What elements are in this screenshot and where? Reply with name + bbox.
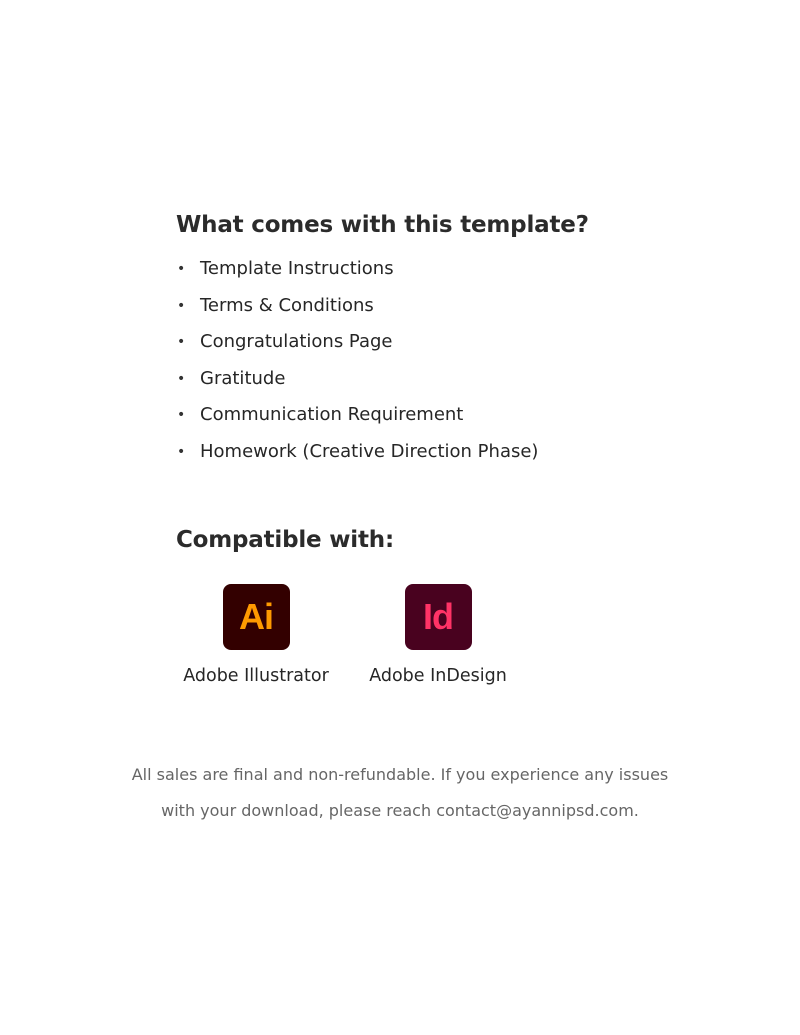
- list-item: [176, 292, 538, 329]
- list-item: [176, 365, 538, 402]
- adobe-illustrator-icon: Ai: [223, 584, 290, 650]
- app-name-indesign: Adobe InDesign: [369, 666, 507, 686]
- list-item: [176, 401, 538, 438]
- app-indesign: [360, 584, 516, 686]
- list-item: [176, 328, 538, 365]
- refund-notice-line-1: All sales are final and non-refundable. If you experience any issues: [131, 765, 669, 784]
- includes-list: [176, 255, 538, 475]
- bullet-icon: •: [177, 297, 186, 314]
- bullet-icon: •: [177, 443, 186, 460]
- list-item-label: Gratitude: [200, 367, 286, 389]
- list-item: [176, 438, 538, 475]
- list-item-label: Homework (Creative Direction Phase): [200, 440, 539, 462]
- list-item-label: Communication Requirement: [200, 404, 464, 426]
- bullet-icon: •: [177, 370, 186, 387]
- bullet-icon: •: [177, 407, 186, 424]
- bullet-icon: •: [177, 261, 186, 277]
- bullet-icon: •: [177, 334, 186, 351]
- refund-notice: [60, 757, 740, 829]
- compatibility-heading: Compatible with:: [176, 527, 394, 553]
- refund-notice-line-2: with your download, please reach contact@ayannipsd.com.: [161, 801, 639, 820]
- includes-heading: What comes with this template?: [176, 212, 589, 238]
- list-item-label: Congratulations Page: [200, 331, 393, 353]
- list-item-label: Terms & Conditions: [200, 294, 374, 316]
- app-name-illustrator: Adobe Illustrator: [183, 666, 329, 686]
- adobe-indesign-icon: Id: [405, 584, 472, 650]
- list-item-label: Template Instructions: [200, 258, 394, 279]
- list-item: [176, 255, 538, 292]
- app-illustrator: [176, 584, 336, 686]
